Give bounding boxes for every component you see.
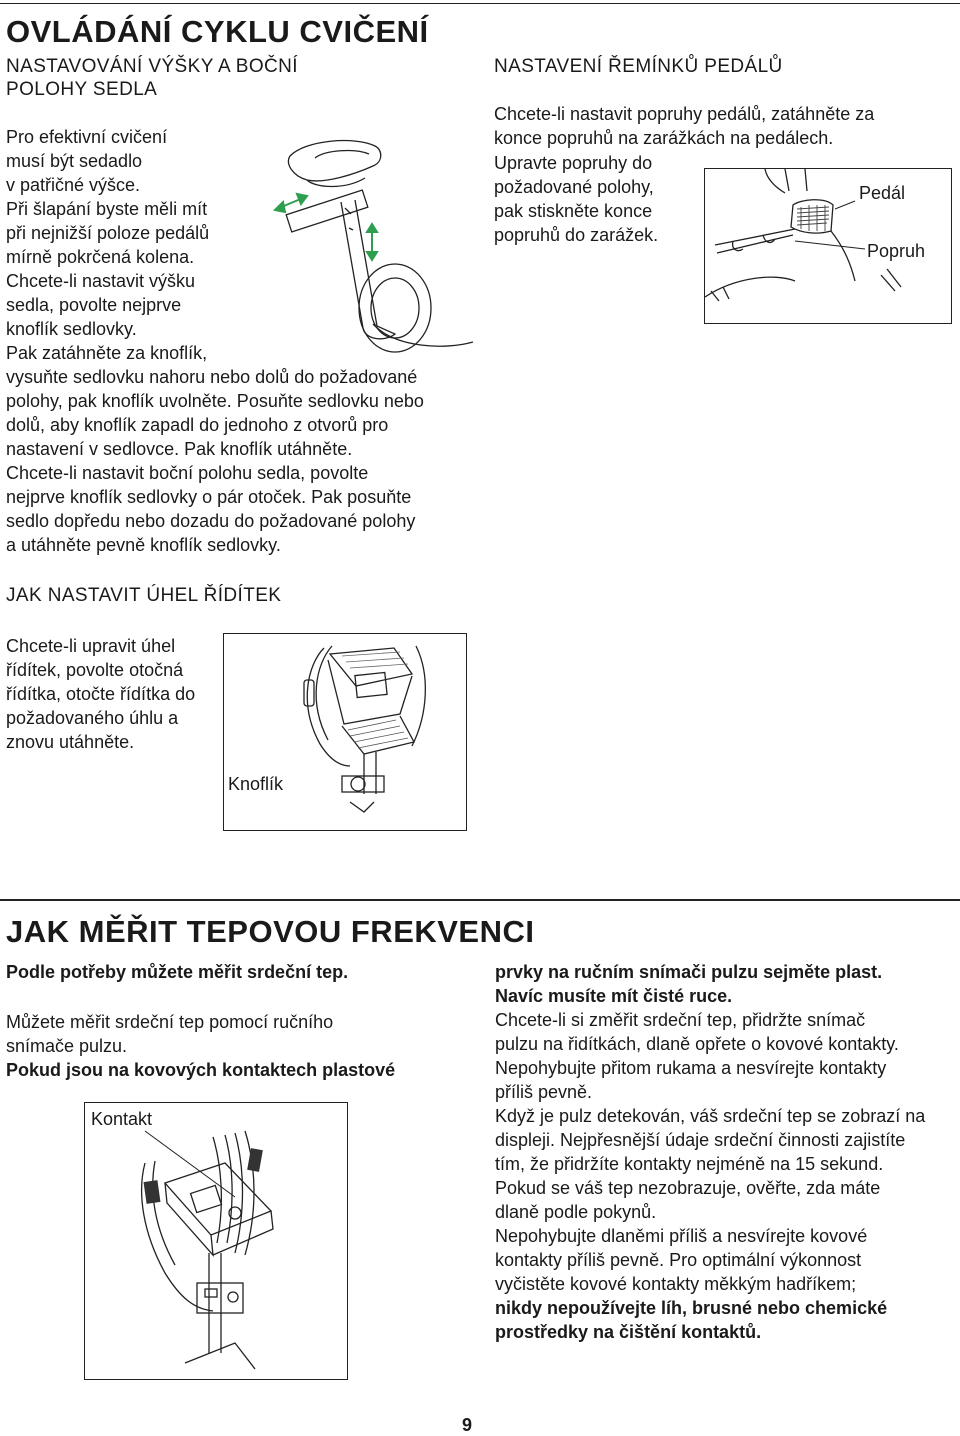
heart-rate-text-right: prvky na ručním snímači pulzu sejměte plast. Navíc musíte mít čisté ruce. Chcete-li si změřit srdeční tep, přidržte snímač pulzu na řidítkách, dlaně opřete o kovové kontakty. Nepohybujte přitom rukama a nesvírejte kontakty příliš pevně. Když je pulz detekován, váš srdeční tep se zobrazí na displeji. Nejpřesnější údaje srdeční činnosti zajistíte tím, že přidržíte kontakty nejméně na 15 sekund. Pokud se váš tep nezobrazuje, ověřte, zda máte dlaně podle pokynů. Nepohybujte dlaněmi příliš a nesvírejte kovové kontakty příliš pevně. Pro optimální výkonnost vyčistěte kovové kontakty měkkým hadříkem; nikdy nepoužívejte líh, brusné nebo chemické prostředky na čištění kontaktů.	[495, 962, 926, 1342]
handlebar-heading: JAK NASTAVIT ÚHEL ŘÍDÍTEK	[6, 585, 282, 606]
contact-label: Kontakt	[91, 1109, 153, 1129]
pedal-straps-text-left: Upravte popruhy do požadované polohy, pak stiskněte konce popruhů do zarážek.	[494, 153, 659, 245]
seat-illustration	[245, 128, 475, 356]
heart-rate-intro: Podle potřeby můžete měřit srdeční tep.	[6, 962, 349, 982]
top-rule	[0, 3, 960, 4]
section-divider	[0, 899, 960, 901]
handlebar-figure	[223, 633, 467, 831]
seat-adjust-text: Pro efektivní cvičení musí být sedadlo v patřičné výšce. Při šlapání byste měli mít při nejnižší poloze pedálů mírně pokrčená kolena. Chcete-li nastavit výšku sedla, povolte nejprve knoflík sedlovky. Pak zatáhněte za knoflík, vysuňte sedlovku nahoru nebo dolů do požadované polohy, pak knoflík uvolněte. Posuňte sedlovku nebo dolů, aby knoflík zapadl do jednoho z otvorů pro nastavení v sedlovce. Pak knoflík utáhněte. Chcete-li nastavit boční polohu sedla, povolte nejprve knoflík sedlovky o pár otoček. Pak posuňte sedlo dopředu nebo dozadu do požadované polohy a utáhněte pevně knoflík sedlovky.	[6, 127, 424, 555]
pedal-straps-text-top: Chcete-li nastavit popruhy pedálů, zatáhněte za konce popruhů na zarážkách na pedálech.	[494, 104, 875, 148]
seat-adjust-heading: NASTAVOVÁNÍ VÝŠKY A BOČNÍ POLOHY SEDLA	[6, 56, 298, 100]
knob-label: Knoflík	[228, 774, 284, 794]
handlebar-text: Chcete-li upravit úhel řídítek, povolte otočná řídítka, otočte řídítka do požadovaného úhlu a znovu utáhněte.	[6, 636, 196, 752]
page-number: 9	[462, 1415, 473, 1435]
pulse-contact-figure	[84, 1102, 348, 1380]
pedal-label: Pedál	[859, 183, 906, 203]
pedal-strap-figure	[704, 168, 952, 324]
section-title-heart-rate: JAK MĚŘIT TEPOVOU FREKVENCI	[6, 914, 535, 949]
heart-rate-text-left: Můžete měřit srdeční tep pomocí ručního snímače pulzu. Pokud jsou na kovových kontaktech plastové	[6, 1012, 396, 1080]
pedal-straps-heading: NASTAVENÍ ŘEMÍNKŮ PEDÁLŮ	[494, 56, 783, 77]
strap-label: Popruh	[867, 241, 926, 261]
section-title-exercise-controls: OVLÁDÁNÍ CYKLU CVIČENÍ	[6, 14, 429, 49]
